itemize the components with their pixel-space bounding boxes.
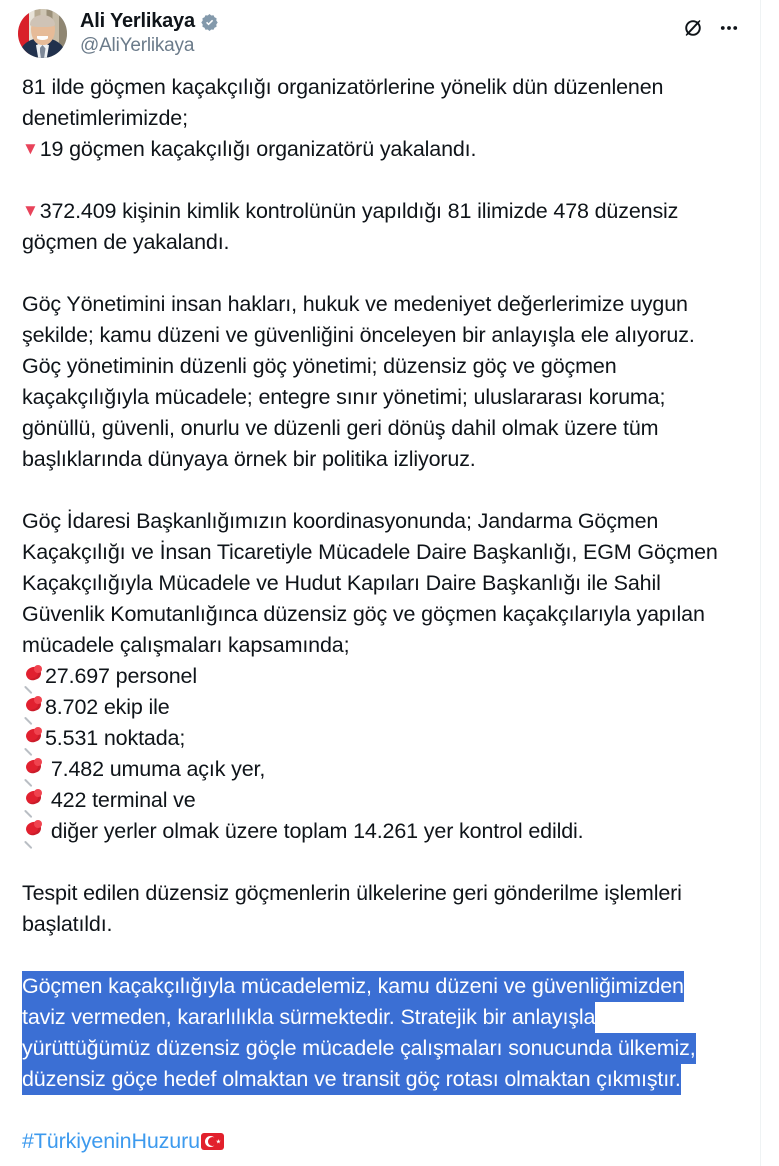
display-name-row: [80, 10, 219, 34]
paragraph-2-line-3: Göç yönetiminin düzenli göç yönetimi; düzensiz göç ve göçmen: [22, 354, 617, 378]
paragraph-3-line-2: Kaçakçılığı ve İnsan Ticaretiyle Mücadele Daire Başkanlığı, EGM Göçmen: [22, 540, 718, 564]
triangle-bullet-icon: ▼: [22, 139, 39, 158]
triangle-bullet-icon: ▼: [22, 201, 39, 220]
grok-icon[interactable]: [682, 17, 704, 39]
pushpin-icon: [22, 664, 44, 688]
paragraph-4-line-2: başlatıldı.: [22, 912, 113, 936]
turkey-flag-icon: [201, 1133, 224, 1150]
paragraph-3-line-5: mücadele çalışmaları kapsamında;: [22, 633, 350, 657]
pushpin-icon: [22, 757, 44, 781]
pin-list: [22, 661, 738, 847]
highlight-line-text: taviz vermeden, kararlılıkla sürmektedir. Stratejik bir anlayışla: [22, 1002, 595, 1033]
paragraph-intro-line-2: denetimlerimizde;: [22, 106, 188, 130]
list-item-text: 5.531 noktada;: [45, 726, 186, 750]
list-item-text: 422 terminal ve: [45, 788, 196, 812]
pushpin-icon: [22, 788, 44, 812]
pushpin-icon: [22, 819, 44, 843]
spacer: [22, 940, 738, 971]
hashtag-link[interactable]: #TürkiyeninHuzuru: [22, 1129, 200, 1153]
paragraph-2-line-4: kaçakçılığıyla mücadele; entegre sınır yönetimi; uluslararası koruma;: [22, 385, 666, 409]
bullet-item-1-text: 19 göçmen kaçakçılığı organizatörü yakalandı.: [39, 137, 477, 161]
avatar-smile: [37, 36, 48, 40]
tweet-header: [0, 0, 760, 72]
header-actions: [682, 9, 746, 39]
paragraph-4-line-1: Tespit edilen düzensiz göçmenlerin ülkelerine geri gönderilme işlemleri: [22, 881, 682, 905]
list-item: [22, 661, 738, 692]
account-handle[interactable]: @AliYerlikaya: [80, 34, 195, 56]
spacer: [22, 475, 738, 506]
paragraph-2-line-5: gönüllü, güvenli, onurlu ve düzenli geri dönüş dahil olmak üzere tüm: [22, 416, 659, 440]
pushpin-icon: [22, 695, 44, 719]
highlight-line-text: Göçmen kaçakçılığıyla mücadelemiz, kamu düzeni ve güvenliğimizden: [22, 971, 684, 1002]
list-item-text: diğer yerler olmak üzere toplam 14.261 yer kontrol edildi.: [45, 819, 584, 843]
pushpin-icon: [22, 726, 44, 750]
bullet-item-1: [22, 134, 738, 165]
list-item-text: 27.697 personel: [45, 664, 197, 688]
paragraph-2-line-6: başlıklarında dünyaya örnek bir politika izliyoruz.: [22, 447, 476, 471]
more-options-icon[interactable]: [718, 17, 740, 39]
avatar-hair: [30, 15, 55, 27]
highlight-line-text: düzensiz göçe hedef olmaktan ve transit göç rotası olmaktan çıkmıştır.: [22, 1064, 681, 1095]
highlight-line: [22, 1033, 738, 1064]
account-identity: [80, 9, 219, 57]
highlight-line: [22, 1002, 738, 1033]
spacer: [22, 165, 738, 196]
tweet-text-body: [0, 72, 760, 1126]
list-item: [22, 723, 738, 754]
list-item: [22, 692, 738, 723]
bullet-item-2-line-1: [22, 196, 738, 227]
avatar[interactable]: [18, 9, 67, 58]
verified-badge-icon: [200, 13, 219, 32]
highlight-line-text: yürüttüğümüz düzensiz göçle mücadele çalışmaları sonucunda ülkemiz,: [22, 1033, 696, 1064]
paragraph-intro-line-1: 81 ilde göçmen kaçakçılığı organizatörlerine yönelik dün düzenlenen: [22, 75, 664, 99]
bullet-item-2-line-2: göçmen de yakalandı.: [22, 230, 230, 254]
hashtag-row: [0, 1126, 760, 1157]
list-item-text: 7.482 umuma açık yer,: [45, 757, 266, 781]
list-item-text: 8.702 ekip ile: [45, 695, 170, 719]
list-item: [22, 754, 738, 785]
highlighted-selection[interactable]: [22, 971, 738, 1095]
spacer: [22, 258, 738, 289]
display-name[interactable]: Ali Yerlikaya: [80, 10, 195, 32]
list-item: [22, 785, 738, 816]
list-item: [22, 816, 738, 847]
paragraph-2-line-2: şekilde; kamu düzeni ve güvenliğini önceleyen bir anlayışla ele alıyoruz.: [22, 323, 695, 347]
paragraph-3-line-4: Güvenlik Komutanlığınca düzensiz göç ve göçmen kaçakçılarıyla yapılan: [22, 602, 705, 626]
spacer: [22, 847, 738, 878]
paragraph-2-line-1: Göç Yönetimini insan hakları, hukuk ve medeniyet değerlerimize uygun: [22, 292, 688, 316]
paragraph-3-line-1: Göç İdaresi Başkanlığımızın koordinasyonunda; Jandarma Göçmen: [22, 509, 659, 533]
highlight-line: [22, 1064, 738, 1095]
highlight-line: [22, 971, 738, 1002]
bullet-item-2-text: 372.409 kişinin kimlik kontrolünün yapıldığı 81 ilimizde 478 düzensiz: [39, 199, 679, 223]
paragraph-3-line-3: Kaçakçılığıyla Mücadele ve Hudut Kapıları Daire Başkanlığı ile Sahil: [22, 571, 661, 595]
spacer: [22, 1095, 738, 1126]
